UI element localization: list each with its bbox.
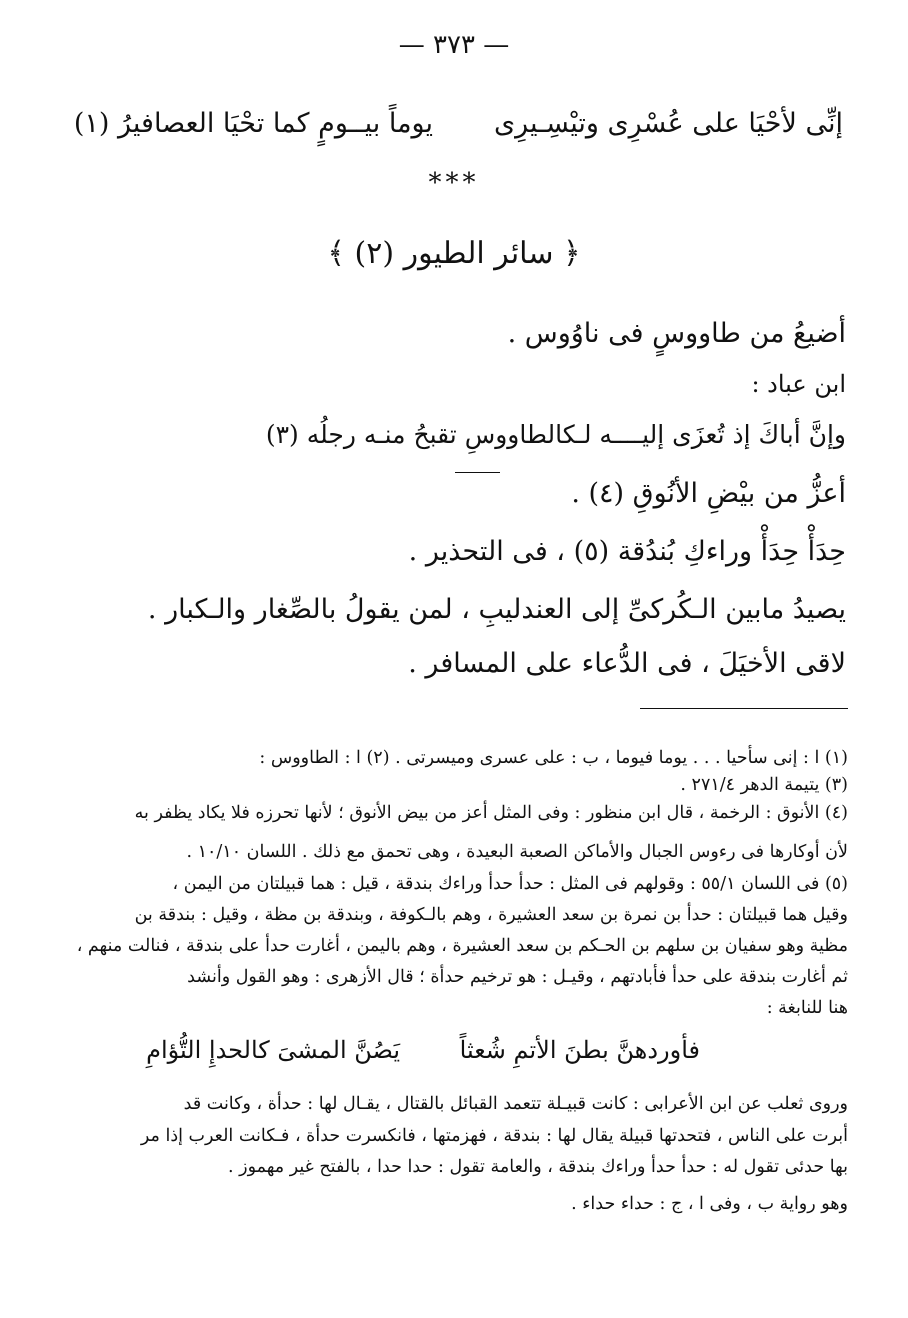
footnote-line: (١) ا : إنى سأحيا . . . يوما فيوما ، ب : على عسرى وميسرتى . (٢) ا : الطاووس : [259, 748, 848, 768]
verse-underline [455, 472, 500, 473]
footnote-divider [640, 708, 848, 709]
page-number: — ٣٧٣ — [398, 30, 510, 60]
footnote-line: لأن أوكارها فى رءوس الجبال والأماكن الصعبة البعيدة ، وهى تحمق مع ذلك . اللسان ١٠/١٠ . [186, 842, 848, 862]
footnote-line: وروى ثعلب عن ابن الأعرابى : كانت قبيـلة تتعمد القبائل بالقتال ، يقـال لها : حدأة ، وكانت قد [183, 1094, 848, 1114]
footnote-verse-first: فأوردهنَّ بطنَ الأتمِ شُعثاً [459, 1036, 700, 1064]
verse-second-hemistich: يوماً بيــومٍ كما تحْيَا العصافيرُ (١) [73, 108, 433, 139]
proverb-line: حِدَأْ حِدَأْ وراءكِ بُندُقة (٥) ، فى التحذير . [408, 536, 846, 567]
footnote-line: أبرت على الناس ، فتحدتها قبيلة يقال لها : بندقة ، فهزمتها ، فانكسرت حدأة ، فـكانت العرب إذا مر [140, 1126, 848, 1146]
footnote-line: وقيل هما قبيلتان : حدأ بن نمرة بن سعد العشيرة ، وهم بالـكوفة ، وبندقة بن مظة ، وقيل : بندقة بن [134, 905, 848, 925]
proverb-line: أعزُّ من بيْضِ الأنُوقِ (٤) . [571, 478, 846, 509]
footnote-line: ثم أغارت بندقة على حدأ فأبادتهم ، وقيـل : هو ترخيم حدأة ؛ قال الأزهرى : وهو القول وأنشد [187, 967, 848, 987]
footnote-line: (٥) فى اللسان ٥٥/١ : وقولهم فى المثل : حدأ حدأ وراءك بندقة ، قيل : هما قبيلتان من اليمن ، [172, 874, 848, 894]
footnote-line: مظية وهو سفيان بن سلهم بن الحـكم بن سعد العشيرة ، وهم باليمن ، أغارت حدأ على بندقة ، فنالت منهم ، [76, 936, 848, 956]
proverb-line: ابن عباد : [751, 370, 846, 398]
section-separator: *** [428, 168, 480, 198]
footnote-line: هنا للنابغة : [766, 998, 848, 1018]
footnote-line: بها حدئى تقول له : حدأ حدأ وراءك بندقة ، والعامة تقول : حدا حدا ، بالفتح غير مهموز . [228, 1157, 848, 1177]
footnote-verse-second: يَصُنَّ المشىَ كالحدإِ التُّؤامِ [146, 1036, 400, 1064]
footnote-line: وهو رواية ب ، وفى ا ، ج : حداء حداء . [571, 1194, 848, 1214]
proverb-line: يصيدُ مابين الـكُركىِّ إلى العندليبِ ، لمن يقولُ بالصِّغار والـكبار . [147, 594, 846, 625]
footnote-line: (٣) يتيمة الدهر ٢٧١/٤ . [680, 775, 848, 795]
footnote-line: (٤) الأنوق : الرخمة ، قال ابن منظور : وفى المثل أعز من بيض الأنوق ؛ لأنها تحرزه فلا يكاد يظفر به [134, 803, 848, 823]
verse-first-hemistich: إنِّى لأحْيَا على عُسْرِى وتيْسِـيرِى [494, 108, 843, 139]
proverb-line: أضيعُ من طاووسٍ فى ناوُوس . [507, 318, 846, 349]
proverb-line: لاقى الأخيَلَ ، فى الدُّعاء على المسافر . [408, 648, 846, 679]
proverb-line: وإنَّ أباكَ إذ تُعزَى إليــــه لـكالطاووسِ تقبحُ منـه رجلُه (٣) [265, 420, 846, 449]
section-heading: ﴿ سائر الطيور (٢) ﴾ [327, 236, 581, 271]
